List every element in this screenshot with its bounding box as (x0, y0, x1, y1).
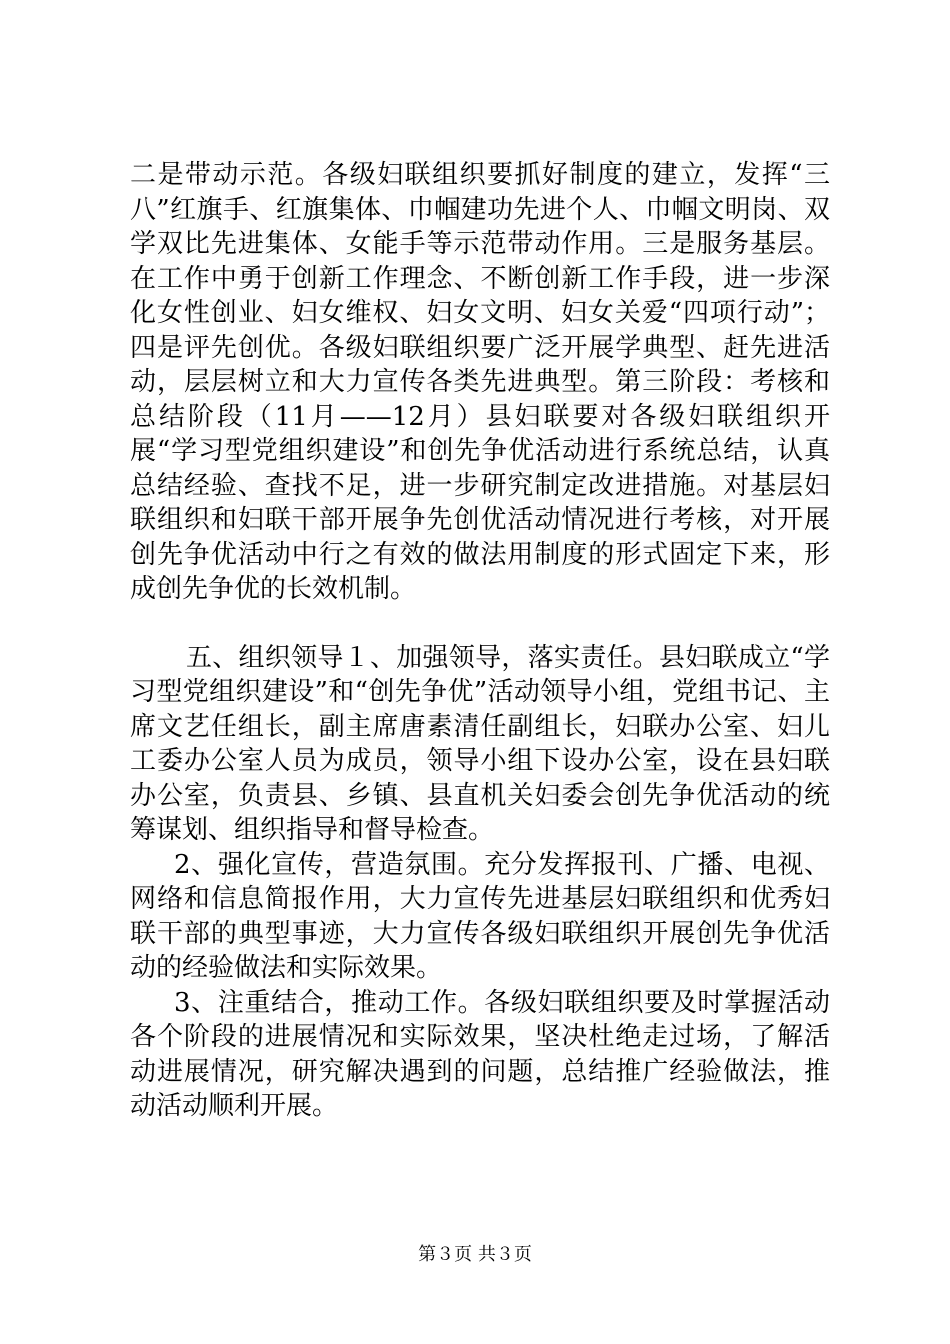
paragraph-integration: 3、注重结合，推动工作。各级妇联组织要及时掌握活动各个阶段的进展情况和实际效果，坚决杜绝走过场，了解活动进展情况，研究解决遇到的问题，总结推广经验做法，推动活动顺利开展。 (130, 987, 830, 1121)
paragraph-organization-leadership: 五、组织领导１、加强领导，落实责任。县妇联成立“学习型党组织建设”和“创先争优”活动领导小组，党组书记、主席文艺任组长，副主席唐素清任副组长，妇联办公室、妇儿工委办公室人员为成员，领导小组下设办公室，设在县妇联办公室，负责县、乡镇、县直机关妇委会创先争优活动的统筹谋划、组织指导和督导检查。 (130, 642, 830, 845)
paragraph-publicity: 2、强化宣传，营造氛围。充分发挥报刊、广播、电视、网络和信息简报作用，大力宣传先进基层妇联组织和优秀妇联干部的典型事迹，大力宣传各级妇联组织开展创先争优活动的经验做法和实际效果。 (130, 849, 830, 983)
document-body (130, 158, 830, 1124)
page-footer: 第３页 共３页 (418, 1244, 532, 1265)
paragraph-stage-two-continued: 二是带动示范。各级妇联组织要抓好制度的建立，发挥“三八”红旗手、红旗集体、巾帼建功先进个人、巾帼文明岗、双学双比先进集体、女能手等示范带动作用。三是服务基层。在工作中勇于创新工作理念、不断创新工作手段，进一步深化女性创业、妇女维权、妇女文明、妇女关爱“四项行动”；四是评先创优。各级妇联组织要广泛开展学典型、赶先进活动，层层树立和大力宣传各类先进典型。第三阶段：考核和总结阶段（11月——12月）县妇联要对各级妇联组织开展“学习型党组织建设”和创先争优活动进行系统总结，认真总结经验、查找不足，进一步研究制定改进措施。对基层妇联组织和妇联干部开展争先创优活动情况进行考核，对开展创先争优活动中行之有效的做法用制度的形式固定下来，形成创先争优的长效机制。 (130, 160, 830, 604)
